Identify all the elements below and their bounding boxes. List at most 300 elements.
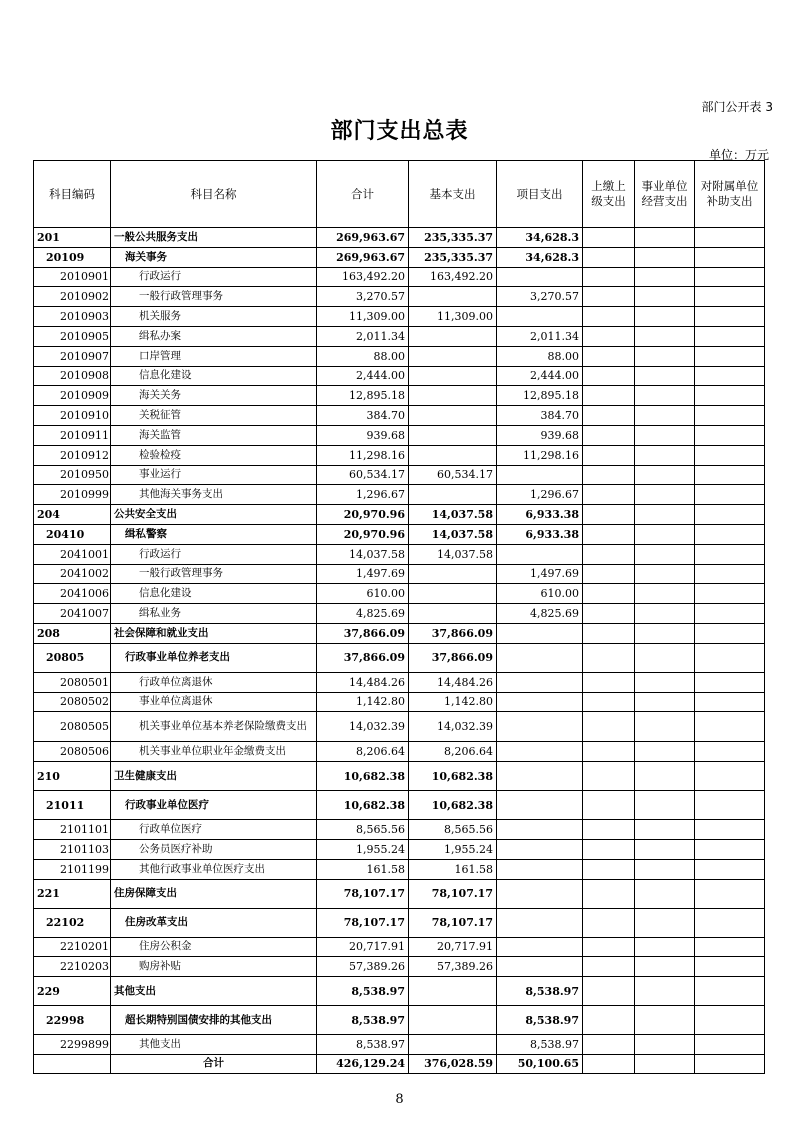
col-header-name: 科目名称 xyxy=(111,161,317,228)
basic-cell: 37,866.09 xyxy=(409,643,497,672)
subsidy-cell xyxy=(695,957,765,977)
business-cell xyxy=(635,406,695,426)
code-cell: 2299899 xyxy=(34,1035,111,1055)
upper-cell xyxy=(583,908,635,937)
name-cell: 卫生健康支出 xyxy=(111,762,317,791)
name-cell: 一般行政管理事务 xyxy=(111,287,317,307)
upper-cell xyxy=(583,692,635,712)
business-cell xyxy=(635,791,695,820)
name-cell: 缉私警察 xyxy=(111,524,317,544)
business-cell xyxy=(635,712,695,742)
business-cell xyxy=(635,908,695,937)
name-cell: 口岸管理 xyxy=(111,346,317,366)
subsidy-cell xyxy=(695,386,765,406)
code-cell: 2210201 xyxy=(34,937,111,957)
code-cell: 2010903 xyxy=(34,307,111,327)
table-row xyxy=(34,228,765,248)
total-cell: 37,866.09 xyxy=(317,643,409,672)
upper-cell xyxy=(583,1006,635,1035)
table-row xyxy=(34,937,765,957)
total-upper xyxy=(583,1054,635,1073)
total-cell: 1,296.67 xyxy=(317,485,409,505)
project-cell xyxy=(497,762,583,791)
total-cell: 10,682.38 xyxy=(317,791,409,820)
project-cell xyxy=(497,623,583,643)
project-cell: 12,895.18 xyxy=(497,386,583,406)
upper-cell xyxy=(583,386,635,406)
subsidy-cell xyxy=(695,859,765,879)
basic-cell: 14,032.39 xyxy=(409,712,497,742)
project-cell: 4,825.69 xyxy=(497,604,583,624)
subsidy-cell xyxy=(695,1035,765,1055)
project-cell xyxy=(497,839,583,859)
upper-cell xyxy=(583,584,635,604)
code-cell: 2041002 xyxy=(34,564,111,584)
upper-cell xyxy=(583,879,635,908)
total-cell: 88.00 xyxy=(317,346,409,366)
project-cell: 6,933.38 xyxy=(497,524,583,544)
table-row xyxy=(34,957,765,977)
table-row xyxy=(34,742,765,762)
total-sum: 426,129.24 xyxy=(317,1054,409,1073)
business-cell xyxy=(635,287,695,307)
basic-cell: 57,389.26 xyxy=(409,957,497,977)
code-cell: 221 xyxy=(34,879,111,908)
name-cell: 行政运行 xyxy=(111,267,317,287)
name-cell: 其他支出 xyxy=(111,977,317,1006)
project-cell: 1,497.69 xyxy=(497,564,583,584)
table-row xyxy=(34,839,765,859)
upper-cell xyxy=(583,643,635,672)
upper-cell xyxy=(583,425,635,445)
table-row xyxy=(34,247,765,267)
business-cell xyxy=(635,742,695,762)
subsidy-cell xyxy=(695,977,765,1006)
upper-cell xyxy=(583,791,635,820)
code-cell: 2010999 xyxy=(34,485,111,505)
table-row xyxy=(34,346,765,366)
basic-cell xyxy=(409,326,497,346)
business-cell xyxy=(635,524,695,544)
upper-cell xyxy=(583,366,635,386)
total-cell: 3,270.57 xyxy=(317,287,409,307)
basic-cell: 20,717.91 xyxy=(409,937,497,957)
table-row xyxy=(34,977,765,1006)
business-cell xyxy=(635,544,695,564)
business-cell xyxy=(635,564,695,584)
basic-cell: 14,037.58 xyxy=(409,544,497,564)
code-cell: 2010907 xyxy=(34,346,111,366)
business-cell xyxy=(635,623,695,643)
subsidy-cell xyxy=(695,287,765,307)
subsidy-cell xyxy=(695,712,765,742)
business-cell xyxy=(635,1035,695,1055)
subsidy-cell xyxy=(695,326,765,346)
business-cell xyxy=(635,228,695,248)
basic-cell: 14,037.58 xyxy=(409,524,497,544)
project-cell: 6,933.38 xyxy=(497,505,583,525)
total-code-cell xyxy=(34,1054,111,1073)
col-header-project: 项目支出 xyxy=(497,161,583,228)
code-cell: 2080505 xyxy=(34,712,111,742)
subsidy-cell xyxy=(695,445,765,465)
upper-cell xyxy=(583,267,635,287)
name-cell: 其他支出 xyxy=(111,1035,317,1055)
project-cell xyxy=(497,742,583,762)
total-cell: 20,717.91 xyxy=(317,937,409,957)
business-cell xyxy=(635,307,695,327)
subsidy-cell xyxy=(695,672,765,692)
name-cell: 公务员医疗补助 xyxy=(111,839,317,859)
subsidy-cell xyxy=(695,623,765,643)
basic-cell: 78,107.17 xyxy=(409,879,497,908)
col-header-subsidy: 对附属单位补助支出 xyxy=(695,161,765,228)
table-row xyxy=(34,544,765,564)
table-header-row xyxy=(34,161,765,228)
total-business xyxy=(635,1054,695,1073)
table-row xyxy=(34,762,765,791)
project-cell: 3,270.57 xyxy=(497,287,583,307)
project-cell: 1,296.67 xyxy=(497,485,583,505)
name-cell: 行政单位离退休 xyxy=(111,672,317,692)
total-cell: 2,011.34 xyxy=(317,326,409,346)
business-cell xyxy=(635,247,695,267)
project-cell xyxy=(497,692,583,712)
name-cell: 信息化建设 xyxy=(111,584,317,604)
table-row xyxy=(34,584,765,604)
table-row xyxy=(34,1035,765,1055)
upper-cell xyxy=(583,957,635,977)
code-cell: 2080501 xyxy=(34,672,111,692)
name-cell: 缉私业务 xyxy=(111,604,317,624)
code-cell: 2010905 xyxy=(34,326,111,346)
business-cell xyxy=(635,346,695,366)
business-cell xyxy=(635,386,695,406)
total-cell: 384.70 xyxy=(317,406,409,426)
project-cell xyxy=(497,465,583,485)
basic-cell: 235,335.37 xyxy=(409,228,497,248)
upper-cell xyxy=(583,524,635,544)
basic-cell xyxy=(409,366,497,386)
basic-cell xyxy=(409,564,497,584)
upper-cell xyxy=(583,485,635,505)
total-label: 合计 xyxy=(111,1054,317,1073)
total-cell: 8,565.56 xyxy=(317,820,409,840)
upper-cell xyxy=(583,604,635,624)
business-cell xyxy=(635,762,695,791)
code-cell: 2010912 xyxy=(34,445,111,465)
project-cell xyxy=(497,879,583,908)
name-cell: 海关事务 xyxy=(111,247,317,267)
project-cell xyxy=(497,791,583,820)
project-cell xyxy=(497,908,583,937)
upper-cell xyxy=(583,445,635,465)
table-row xyxy=(34,524,765,544)
name-cell: 检验检疫 xyxy=(111,445,317,465)
code-cell: 204 xyxy=(34,505,111,525)
business-cell xyxy=(635,465,695,485)
basic-cell: 60,534.17 xyxy=(409,465,497,485)
code-cell: 2010902 xyxy=(34,287,111,307)
project-cell xyxy=(497,712,583,742)
basic-cell: 37,866.09 xyxy=(409,623,497,643)
name-cell: 行政运行 xyxy=(111,544,317,564)
basic-cell xyxy=(409,1006,497,1035)
total-cell: 14,484.26 xyxy=(317,672,409,692)
project-cell: 384.70 xyxy=(497,406,583,426)
total-cell: 161.58 xyxy=(317,859,409,879)
table-row xyxy=(34,604,765,624)
total-cell: 939.68 xyxy=(317,425,409,445)
upper-cell xyxy=(583,307,635,327)
business-cell xyxy=(635,326,695,346)
business-cell xyxy=(635,820,695,840)
upper-cell xyxy=(583,820,635,840)
total-cell: 14,037.58 xyxy=(317,544,409,564)
project-cell xyxy=(497,957,583,977)
code-cell: 2101103 xyxy=(34,839,111,859)
project-cell xyxy=(497,937,583,957)
upper-cell xyxy=(583,406,635,426)
total-cell: 8,538.97 xyxy=(317,977,409,1006)
basic-cell xyxy=(409,287,497,307)
table-row xyxy=(34,692,765,712)
subsidy-cell xyxy=(695,742,765,762)
code-cell: 2041007 xyxy=(34,604,111,624)
col-header-basic: 基本支出 xyxy=(409,161,497,228)
code-cell: 2101101 xyxy=(34,820,111,840)
code-cell: 2041006 xyxy=(34,584,111,604)
upper-cell xyxy=(583,712,635,742)
code-cell: 20410 xyxy=(34,524,111,544)
basic-cell: 8,565.56 xyxy=(409,820,497,840)
total-cell: 11,309.00 xyxy=(317,307,409,327)
table-row xyxy=(34,465,765,485)
total-cell: 12,895.18 xyxy=(317,386,409,406)
project-cell: 8,538.97 xyxy=(497,1035,583,1055)
name-cell: 行政事业单位养老支出 xyxy=(111,643,317,672)
upper-cell xyxy=(583,564,635,584)
business-cell xyxy=(635,957,695,977)
col-header-total: 合计 xyxy=(317,161,409,228)
name-cell: 超长期特别国债安排的其他支出 xyxy=(111,1006,317,1035)
upper-cell xyxy=(583,839,635,859)
name-cell: 一般公共服务支出 xyxy=(111,228,317,248)
basic-cell: 1,955.24 xyxy=(409,839,497,859)
page-title: 部门支出总表 xyxy=(330,119,469,144)
basic-cell xyxy=(409,977,497,1006)
name-cell: 行政事业单位医疗 xyxy=(111,791,317,820)
business-cell xyxy=(635,485,695,505)
project-cell xyxy=(497,643,583,672)
total-cell: 163,492.20 xyxy=(317,267,409,287)
project-cell: 939.68 xyxy=(497,425,583,445)
code-cell: 22102 xyxy=(34,908,111,937)
subsidy-cell xyxy=(695,692,765,712)
project-cell xyxy=(497,859,583,879)
basic-cell xyxy=(409,584,497,604)
business-cell xyxy=(635,692,695,712)
subsidy-cell xyxy=(695,425,765,445)
upper-cell xyxy=(583,742,635,762)
code-cell: 2010910 xyxy=(34,406,111,426)
business-cell xyxy=(635,584,695,604)
code-cell: 2010908 xyxy=(34,366,111,386)
total-cell: 11,298.16 xyxy=(317,445,409,465)
upper-cell xyxy=(583,623,635,643)
table-row xyxy=(34,712,765,742)
basic-cell xyxy=(409,406,497,426)
subsidy-cell xyxy=(695,564,765,584)
upper-cell xyxy=(583,346,635,366)
total-cell: 20,970.96 xyxy=(317,505,409,525)
project-cell: 8,538.97 xyxy=(497,1006,583,1035)
total-cell: 78,107.17 xyxy=(317,908,409,937)
total-row xyxy=(34,1054,765,1073)
subsidy-cell xyxy=(695,307,765,327)
subsidy-cell xyxy=(695,228,765,248)
name-cell: 海关关务 xyxy=(111,386,317,406)
basic-cell: 1,142.80 xyxy=(409,692,497,712)
subsidy-cell xyxy=(695,505,765,525)
business-cell xyxy=(635,672,695,692)
project-cell xyxy=(497,267,583,287)
upper-cell xyxy=(583,937,635,957)
code-cell: 22998 xyxy=(34,1006,111,1035)
business-cell xyxy=(635,937,695,957)
name-cell: 其他海关事务支出 xyxy=(111,485,317,505)
table-row xyxy=(34,307,765,327)
code-cell: 2210203 xyxy=(34,957,111,977)
total-cell: 10,682.38 xyxy=(317,762,409,791)
project-cell: 8,538.97 xyxy=(497,977,583,1006)
code-cell: 201 xyxy=(34,228,111,248)
basic-cell: 14,484.26 xyxy=(409,672,497,692)
name-cell: 社会保障和就业支出 xyxy=(111,623,317,643)
upper-cell xyxy=(583,859,635,879)
total-project: 50,100.65 xyxy=(497,1054,583,1073)
subsidy-cell xyxy=(695,247,765,267)
business-cell xyxy=(635,604,695,624)
basic-cell: 10,682.38 xyxy=(409,791,497,820)
code-cell: 2010950 xyxy=(34,465,111,485)
total-cell: 610.00 xyxy=(317,584,409,604)
name-cell: 事业运行 xyxy=(111,465,317,485)
table-body xyxy=(34,228,765,1055)
name-cell: 住房公积金 xyxy=(111,937,317,957)
business-cell xyxy=(635,267,695,287)
business-cell xyxy=(635,425,695,445)
table-row xyxy=(34,643,765,672)
table-row xyxy=(34,859,765,879)
subsidy-cell xyxy=(695,762,765,791)
table-row xyxy=(34,425,765,445)
page-number: 8 xyxy=(395,1092,404,1107)
total-cell: 78,107.17 xyxy=(317,879,409,908)
table-row xyxy=(34,287,765,307)
total-cell: 8,538.97 xyxy=(317,1035,409,1055)
col-header-upper: 上缴上级支出 xyxy=(583,161,635,228)
basic-cell: 78,107.17 xyxy=(409,908,497,937)
name-cell: 海关监管 xyxy=(111,425,317,445)
name-cell: 机关事业单位基本养老保险缴费支出 xyxy=(111,712,317,742)
code-cell: 2080502 xyxy=(34,692,111,712)
code-cell: 20805 xyxy=(34,643,111,672)
business-cell xyxy=(635,366,695,386)
table-row xyxy=(34,908,765,937)
project-cell xyxy=(497,544,583,564)
subsidy-cell xyxy=(695,584,765,604)
total-cell: 60,534.17 xyxy=(317,465,409,485)
name-cell: 事业单位离退休 xyxy=(111,692,317,712)
unit-label: 单位：万元 xyxy=(708,148,769,162)
upper-cell xyxy=(583,287,635,307)
upper-cell xyxy=(583,505,635,525)
project-cell: 2,011.34 xyxy=(497,326,583,346)
basic-cell: 10,682.38 xyxy=(409,762,497,791)
basic-cell xyxy=(409,445,497,465)
name-cell: 行政单位医疗 xyxy=(111,820,317,840)
project-cell xyxy=(497,672,583,692)
table-row xyxy=(34,791,765,820)
basic-cell xyxy=(409,425,497,445)
subsidy-cell xyxy=(695,908,765,937)
total-subsidy xyxy=(695,1054,765,1073)
subsidy-cell xyxy=(695,346,765,366)
basic-cell: 235,335.37 xyxy=(409,247,497,267)
table-tag: 部门公开表 3 xyxy=(701,100,773,114)
upper-cell xyxy=(583,326,635,346)
upper-cell xyxy=(583,672,635,692)
basic-cell: 161.58 xyxy=(409,859,497,879)
basic-cell xyxy=(409,1035,497,1055)
basic-cell: 14,037.58 xyxy=(409,505,497,525)
table-row xyxy=(34,564,765,584)
subsidy-cell xyxy=(695,820,765,840)
business-cell xyxy=(635,505,695,525)
table-row xyxy=(34,485,765,505)
total-cell: 1,955.24 xyxy=(317,839,409,859)
code-cell: 208 xyxy=(34,623,111,643)
total-cell: 269,963.67 xyxy=(317,247,409,267)
business-cell xyxy=(635,1006,695,1035)
col-header-business: 事业单位经营支出 xyxy=(635,161,695,228)
subsidy-cell xyxy=(695,879,765,908)
code-cell: 2010909 xyxy=(34,386,111,406)
code-cell: 20109 xyxy=(34,247,111,267)
upper-cell xyxy=(583,247,635,267)
code-cell: 2101199 xyxy=(34,859,111,879)
table-row xyxy=(34,326,765,346)
table-row xyxy=(34,1006,765,1035)
name-cell: 机关服务 xyxy=(111,307,317,327)
upper-cell xyxy=(583,762,635,791)
subsidy-cell xyxy=(695,524,765,544)
name-cell: 购房补贴 xyxy=(111,957,317,977)
upper-cell xyxy=(583,228,635,248)
project-cell: 34,628.3 xyxy=(497,247,583,267)
name-cell: 一般行政管理事务 xyxy=(111,564,317,584)
total-cell: 37,866.09 xyxy=(317,623,409,643)
project-cell: 2,444.00 xyxy=(497,366,583,386)
basic-cell: 163,492.20 xyxy=(409,267,497,287)
subsidy-cell xyxy=(695,1006,765,1035)
total-cell: 269,963.67 xyxy=(317,228,409,248)
basic-cell xyxy=(409,346,497,366)
upper-cell xyxy=(583,465,635,485)
subsidy-cell xyxy=(695,604,765,624)
name-cell: 住房改革支出 xyxy=(111,908,317,937)
